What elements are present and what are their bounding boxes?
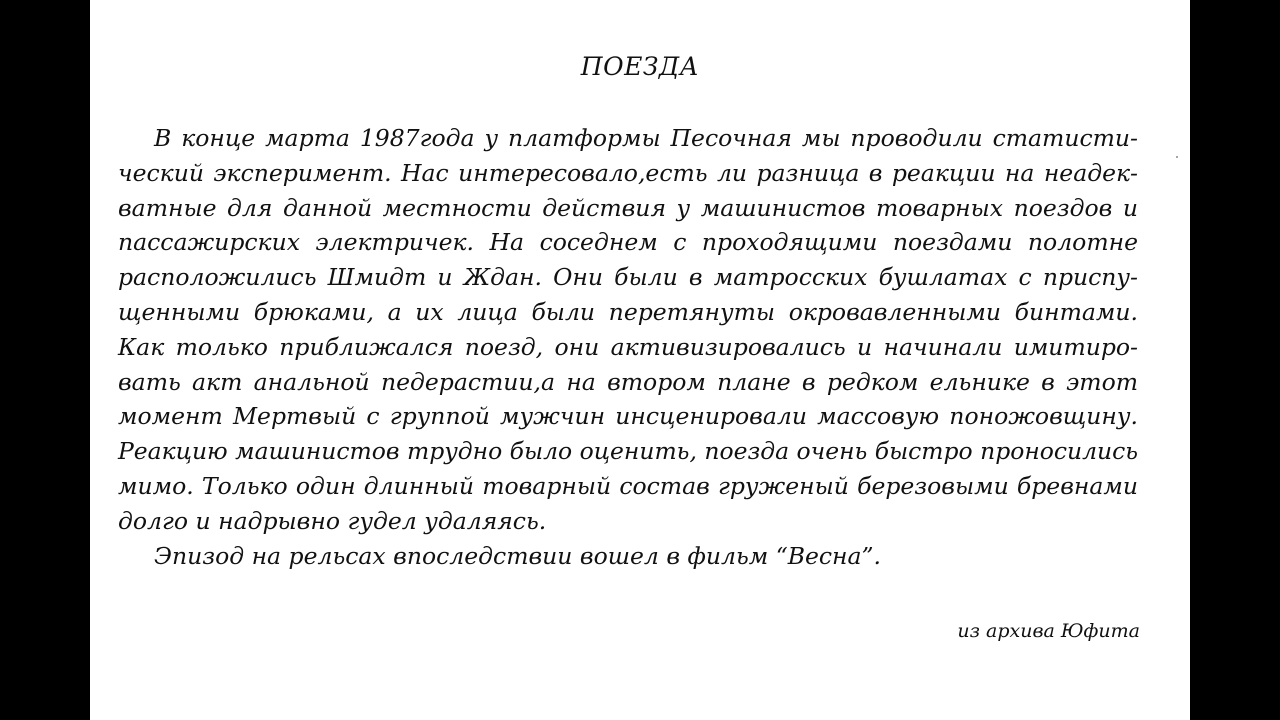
text-line: ческий эксперимент. Нас интересовало,есть ли разница в реакции на неадек- <box>118 158 1138 187</box>
text-line: Реакцию машинистов трудно было оценить, поезда очень быстро проносились <box>118 437 1138 466</box>
paragraph-2 <box>118 539 1138 574</box>
document-body <box>118 121 1138 573</box>
text-line: ватные для данной местности действия у машинистов товарных поездов и <box>118 193 1138 222</box>
text-line: расположились Шмидт и Ждан. Они были в матросских бушлатах с приспу- <box>118 263 1138 292</box>
text-line: Эпизод на рельсах впоследствии вошел в фильм “Весна”. <box>154 541 882 570</box>
text-line: пассажирских электричек. На соседнем с проходящими поездами полотне <box>118 228 1138 257</box>
paragraph-1 <box>118 121 1138 539</box>
document-title: ПОЕЗДА <box>580 52 700 81</box>
source-attribution: из архива Юфита <box>957 620 1140 642</box>
text-line: мимо. Только один длинный товарный состав груженый березовыми бревнами <box>118 471 1138 500</box>
text-line: момент Мертвый с группой мужчин инсценировали массовую поножовщину. <box>118 402 1138 431</box>
text-line: вать акт анальной педерастии,а на втором плане в редком ельнике в этот <box>118 367 1138 396</box>
document-page <box>90 0 1190 720</box>
text-line: В конце марта 1987года у платформы Песочная мы проводили статисти- <box>154 124 1138 152</box>
scan-speck <box>1176 156 1178 158</box>
text-line: щенными брюками, а их лица были перетянуты окровавленными бинтами. <box>118 297 1138 326</box>
text-line: Как только приближался поезд, они активизировались и начинали имитиро- <box>118 332 1138 361</box>
text-line: долго и надрывно гудел удаляясь. <box>118 506 547 535</box>
